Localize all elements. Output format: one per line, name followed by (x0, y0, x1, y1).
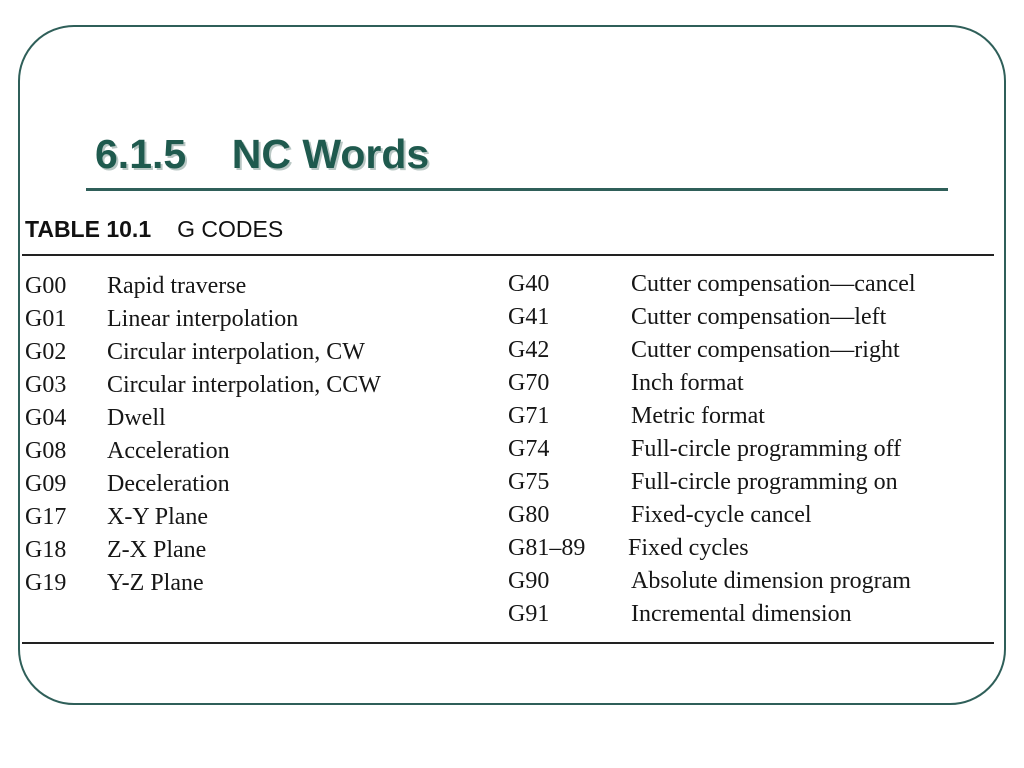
g-code-description: Linear interpolation (107, 306, 299, 332)
g-code-description: Rapid traverse (107, 273, 247, 299)
g-code: G18 (25, 537, 67, 563)
title-underline (86, 188, 948, 191)
g-code: G91 (508, 601, 550, 627)
g-code-description: Acceleration (107, 438, 230, 464)
g-code: G74 (508, 436, 550, 462)
g-code-description: Cutter compensation—left (631, 304, 887, 330)
g-code: G08 (25, 438, 67, 464)
g-code: G09 (25, 471, 67, 497)
g-code: G17 (25, 504, 67, 530)
g-code-description: Deceleration (107, 471, 230, 497)
table-caption (25, 212, 283, 246)
g-code: G71 (508, 403, 550, 429)
g-code-description: Incremental dimension (631, 601, 852, 627)
g-code-description: Z-X Plane (107, 537, 207, 563)
g-code-description: Circular interpolation, CCW (107, 372, 381, 398)
g-code: G81–89 (508, 535, 586, 561)
g-code-description: Full-circle programming off (631, 436, 902, 462)
g-code-description: Fixed cycles (628, 535, 749, 561)
g-code-description: Fixed-cycle cancel (631, 502, 812, 528)
g-code: G03 (25, 372, 67, 398)
table-caption-text: G CODES (177, 216, 284, 242)
g-code: G41 (508, 304, 550, 330)
g-code: G70 (508, 370, 550, 396)
g-code: G42 (508, 337, 550, 363)
table-bottom-rule (22, 642, 994, 644)
g-code: G04 (25, 405, 67, 431)
g-code-description: X-Y Plane (107, 504, 209, 530)
g-code-description: Metric format (631, 403, 765, 429)
table-number: TABLE 10.1 (25, 216, 152, 242)
g-code-description: Circular interpolation, CW (107, 339, 365, 365)
g-code-description: Inch format (631, 370, 744, 396)
g-code: G01 (25, 306, 67, 332)
g-code: G02 (25, 339, 67, 365)
g-code: G75 (508, 469, 550, 495)
g-code: G40 (508, 271, 550, 297)
g-code: G80 (508, 502, 550, 528)
g-code-description: Absolute dimension program (631, 568, 911, 594)
g-code: G90 (508, 568, 550, 594)
g-code: G19 (25, 570, 67, 596)
g-code: G00 (25, 273, 67, 299)
g-code-description: Y-Z Plane (107, 570, 204, 596)
g-code-description: Dwell (107, 405, 166, 431)
g-code-description: Full-circle programming on (631, 469, 898, 495)
g-code-description: Cutter compensation—cancel (631, 271, 916, 297)
table-top-rule (22, 254, 994, 256)
g-code-description: Cutter compensation—right (631, 337, 900, 363)
slide-title: 6.1.5 NC Words (95, 131, 430, 177)
